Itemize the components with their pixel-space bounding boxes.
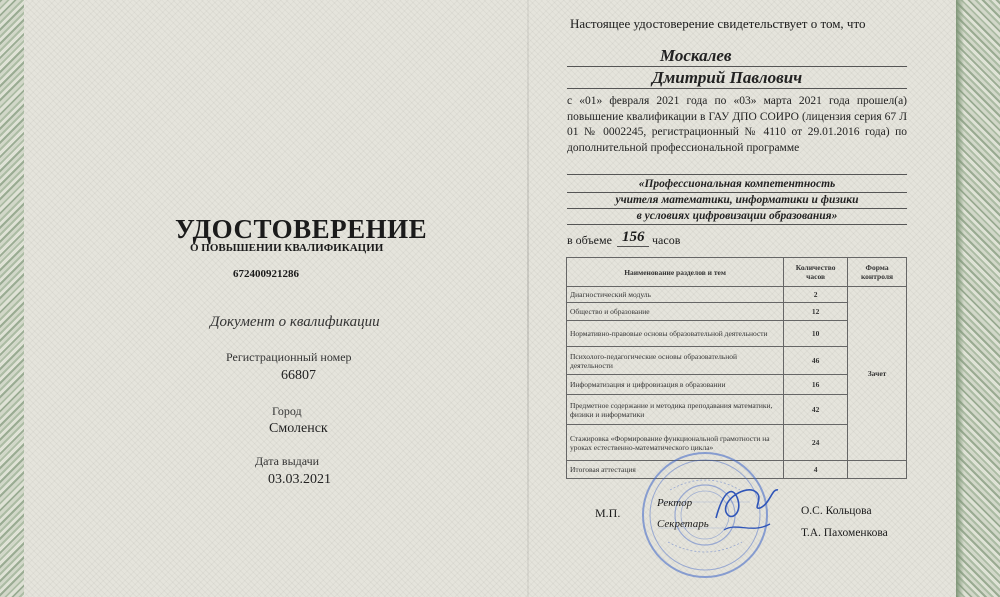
rector-label: Ректор bbox=[657, 497, 693, 509]
right-guilloche-border bbox=[956, 0, 1000, 597]
certificate-number: 672400921286 bbox=[233, 268, 299, 280]
hours-cell: 46 bbox=[784, 347, 848, 375]
hours-cell: 42 bbox=[784, 395, 848, 425]
topic-cell: Общество и образование bbox=[567, 303, 784, 321]
given-names-underline bbox=[567, 88, 907, 89]
table-row bbox=[567, 287, 907, 303]
intro-text: Настоящее удостоверение свидетельствует о том, что bbox=[570, 16, 866, 31]
topic-cell: Итоговая аттестация bbox=[567, 461, 784, 479]
disciplines-table bbox=[566, 257, 907, 479]
topic-cell: Диагностический модуль bbox=[567, 287, 784, 303]
issue-date-label: Дата выдачи bbox=[255, 454, 320, 468]
hours-cell: 10 bbox=[784, 321, 848, 347]
city-label: Город bbox=[272, 404, 302, 418]
program-title-line-1: «Профессиональная компетентность bbox=[638, 178, 836, 190]
topic-cell: Информатизация и цифровизация в образовании bbox=[567, 375, 784, 395]
reg-number-value: 66807 bbox=[281, 368, 316, 383]
surname-underline bbox=[567, 66, 907, 67]
volume-underline bbox=[617, 246, 649, 247]
volume-unit: часов bbox=[652, 233, 681, 247]
training-paragraph: с «01» февраля 2021 года по «03» марта 2021 года прошел(а) повышение квалификации в ГАУ ДПО СОИРО (лицензия серия 67 Л 01 № 0002245, регистрационный № 4110 от 29.01.2016 года) по дополнительной профессиональной программе bbox=[567, 95, 907, 154]
program-rule-1 bbox=[567, 192, 907, 193]
empty-control-cell bbox=[848, 461, 907, 479]
certificate-title: УДОСТОВЕРЕНИЕ bbox=[175, 214, 428, 244]
program-title-line-3: в условиях цифровизации образования» bbox=[636, 210, 838, 222]
header-control: Форма контроля bbox=[848, 258, 907, 287]
issue-date-value: 03.03.2021 bbox=[268, 472, 331, 487]
hours-cell: 24 bbox=[784, 425, 848, 461]
topic-cell: Психолого-педагогические основы образовательной деятельности bbox=[567, 347, 784, 375]
secretary-name: Т.А. Пахоменкова bbox=[801, 527, 888, 539]
topic-cell: Стажировка «Формирование функциональной грамотности на уроках естественно-математического цикла» bbox=[567, 425, 784, 461]
hours-cell: 16 bbox=[784, 375, 848, 395]
table-header-row bbox=[567, 258, 907, 287]
program-title-line-2: учителя математики, информатики и физики bbox=[615, 194, 859, 206]
header-hours: Количество часов bbox=[784, 258, 848, 287]
certificate-subtitle: О ПОВЫШЕНИИ КВАЛИФИКАЦИИ bbox=[190, 242, 384, 254]
left-guilloche-border bbox=[0, 0, 24, 597]
header-topic: Наименование разделов и тем bbox=[567, 258, 784, 287]
control-form-cell: Зачет bbox=[848, 287, 907, 461]
volume-hours: 156 bbox=[622, 229, 645, 245]
city-value: Смоленск bbox=[269, 421, 328, 436]
document-type: Документ о квалификации bbox=[210, 314, 380, 330]
rector-name: О.С. Кольцова bbox=[801, 505, 872, 517]
volume-label: в объеме bbox=[567, 233, 612, 247]
stamp-place-label: М.П. bbox=[595, 506, 621, 520]
page-fold bbox=[527, 0, 529, 597]
holder-given-names: Дмитрий Павлович bbox=[652, 68, 803, 87]
program-rule-2 bbox=[567, 208, 907, 209]
hours-cell: 2 bbox=[784, 287, 848, 303]
hours-cell: 4 bbox=[784, 461, 848, 479]
topic-cell: Предметное содержание и методика преподавания математики, физики и информатики bbox=[567, 395, 784, 425]
reg-number-label: Регистрационный номер bbox=[226, 350, 352, 364]
rector-signature bbox=[712, 478, 782, 538]
hours-cell: 12 bbox=[784, 303, 848, 321]
holder-surname: Москалев bbox=[660, 46, 732, 65]
program-rule-3 bbox=[567, 224, 907, 225]
program-rule-top bbox=[567, 174, 907, 175]
topic-cell: Нормативно-правовые основы образовательной деятельности bbox=[567, 321, 784, 347]
secretary-label: Секретарь bbox=[657, 518, 709, 530]
